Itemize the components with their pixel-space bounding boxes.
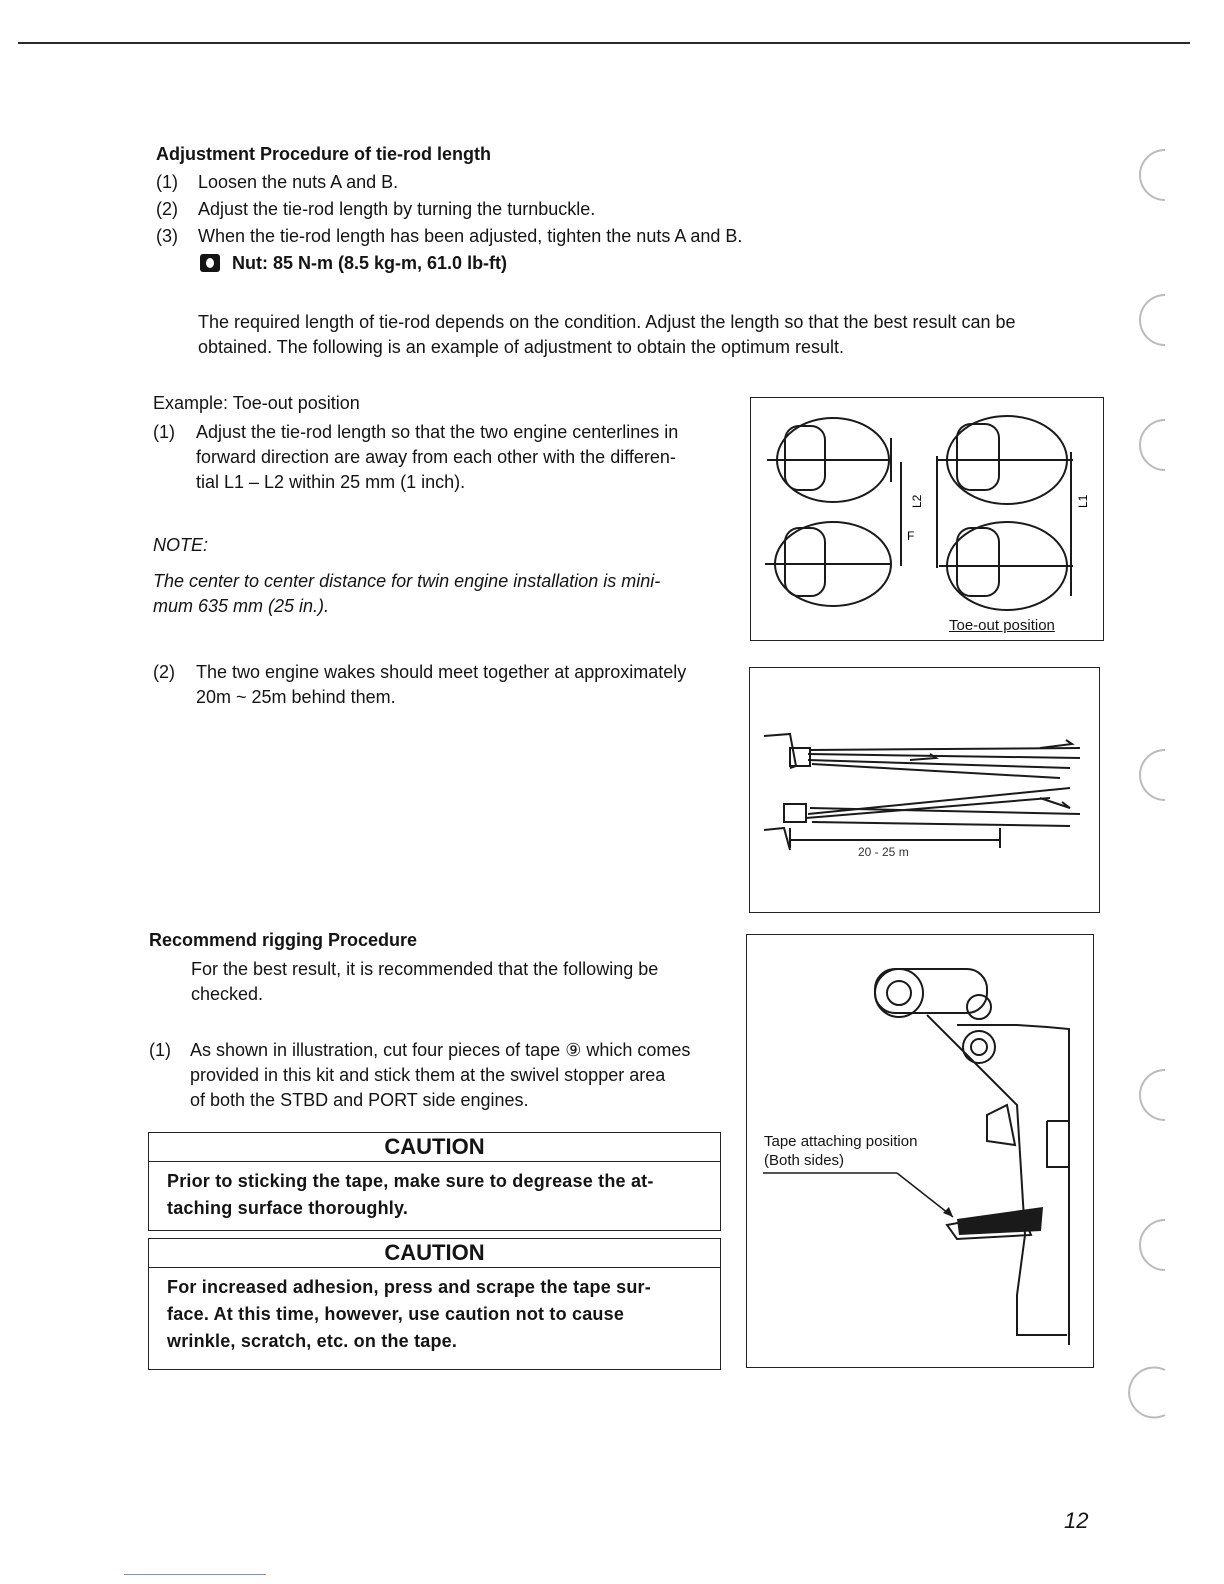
l1-label: L1 (1076, 494, 1090, 508)
note-text (153, 569, 743, 619)
step-line: of both the STBD and PORT side engines. (190, 1090, 529, 1110)
step-line: forward direction are away from each other with the differen- (196, 447, 676, 467)
caution-line: taching surface thoroughly. (167, 1198, 409, 1218)
caution-box-2 (148, 1238, 721, 1370)
punch-hole (1129, 1368, 1165, 1418)
tape-figure (746, 934, 1094, 1368)
caution-line: Prior to sticking the tape, make sure to degrease the at- (167, 1171, 654, 1191)
step-number: (2) (156, 199, 178, 219)
caption-line: Tape attaching position (764, 1133, 918, 1150)
step-number: (2) (153, 662, 175, 682)
step-line: As shown in illustration, cut four pieces of tape ⑨ which comes (190, 1040, 691, 1060)
caution-line: wrinkle, scratch, etc. on the tape. (167, 1331, 458, 1351)
intro-line: checked. (191, 984, 264, 1004)
intro-line: For the best result, it is recommended that the following be (191, 959, 659, 979)
adjustment-title: Adjustment Procedure of tie-rod length (156, 144, 492, 164)
note-line: mum 635 mm (25 in.). (153, 596, 330, 616)
example-title: Example: Toe-out position (153, 393, 360, 413)
torque-value: Nut: 85 N-m (8.5 kg-m, 61.0 lb-ft) (232, 253, 508, 273)
caution-box-1 (148, 1132, 721, 1231)
caution-line: For increased adhesion, press and scrape the tape sur- (167, 1277, 651, 1297)
toe-out-caption: Toe-out position (949, 617, 1055, 634)
punch-hole (1140, 750, 1165, 800)
torque-spec (200, 253, 507, 274)
rigging-title: Recommend rigging Procedure (149, 930, 418, 950)
step-line: tial L1 – L2 within 25 mm (1 inch). (196, 472, 466, 492)
step-line: Adjust the tie-rod length so that the two engine centerlines in (196, 422, 679, 442)
punch-hole (1140, 295, 1165, 345)
wake-diagram (750, 668, 1099, 912)
caution-body (149, 1162, 720, 1228)
caution-body (149, 1268, 720, 1361)
toe-out-figure (750, 397, 1104, 641)
intro-line: The required length of tie-rod depends on the condition. Adjust the length so that the best result can be (198, 312, 1016, 332)
punch-hole (1140, 1070, 1165, 1120)
binder-holes (1120, 140, 1190, 1420)
step-line: 20m ~ 25m behind them. (196, 687, 396, 707)
note-label: NOTE: (153, 535, 209, 555)
page-number: 12 (1064, 1508, 1089, 1533)
caution-line: face. At this time, however, use caution not to cause (167, 1304, 625, 1324)
caption-line: (Both sides) (764, 1152, 845, 1169)
step-text: Adjust the tie-rod length by turning the turnbuckle. (198, 199, 596, 219)
top-rule (18, 42, 1190, 44)
step-number: (3) (156, 226, 178, 246)
step-line: provided in this kit and stick them at the swivel stopper area (190, 1065, 666, 1085)
wake-distance-label: 20 - 25 m (858, 845, 909, 859)
adjustment-step-1 (156, 170, 1056, 195)
wake-figure (749, 667, 1100, 913)
step-number: (1) (156, 172, 178, 192)
f-label: F (907, 529, 915, 543)
intro-line: obtained. The following is an example of adjustment to obtain the optimum result. (198, 337, 845, 357)
step-text: When the tie-rod length has been adjusted, tighten the nuts A and B. (198, 226, 743, 246)
step-text: Loosen the nuts A and B. (198, 172, 399, 192)
note-line: The center to center distance for twin engine installation is mini- (153, 571, 661, 591)
caution-title: CAUTION (149, 1133, 720, 1162)
punch-hole (1140, 420, 1165, 470)
step-line: The two engine wakes should meet together at approximately (196, 662, 687, 682)
torque-wrench-icon (200, 254, 220, 272)
rigging-intro (191, 957, 731, 1007)
toe-out-diagram (751, 398, 1103, 640)
adjustment-intro (198, 310, 1118, 360)
caution-title: CAUTION (149, 1239, 720, 1268)
l2-label: L2 (910, 494, 924, 508)
tape-caption (764, 1132, 917, 1170)
step-number: (1) (149, 1040, 171, 1060)
punch-hole (1140, 150, 1165, 200)
adjustment-step-3 (156, 224, 1056, 249)
adjustment-step-2 (156, 197, 1056, 222)
punch-hole (1140, 1220, 1165, 1270)
step-number: (1) (153, 422, 175, 442)
bottom-mark (124, 1574, 266, 1575)
